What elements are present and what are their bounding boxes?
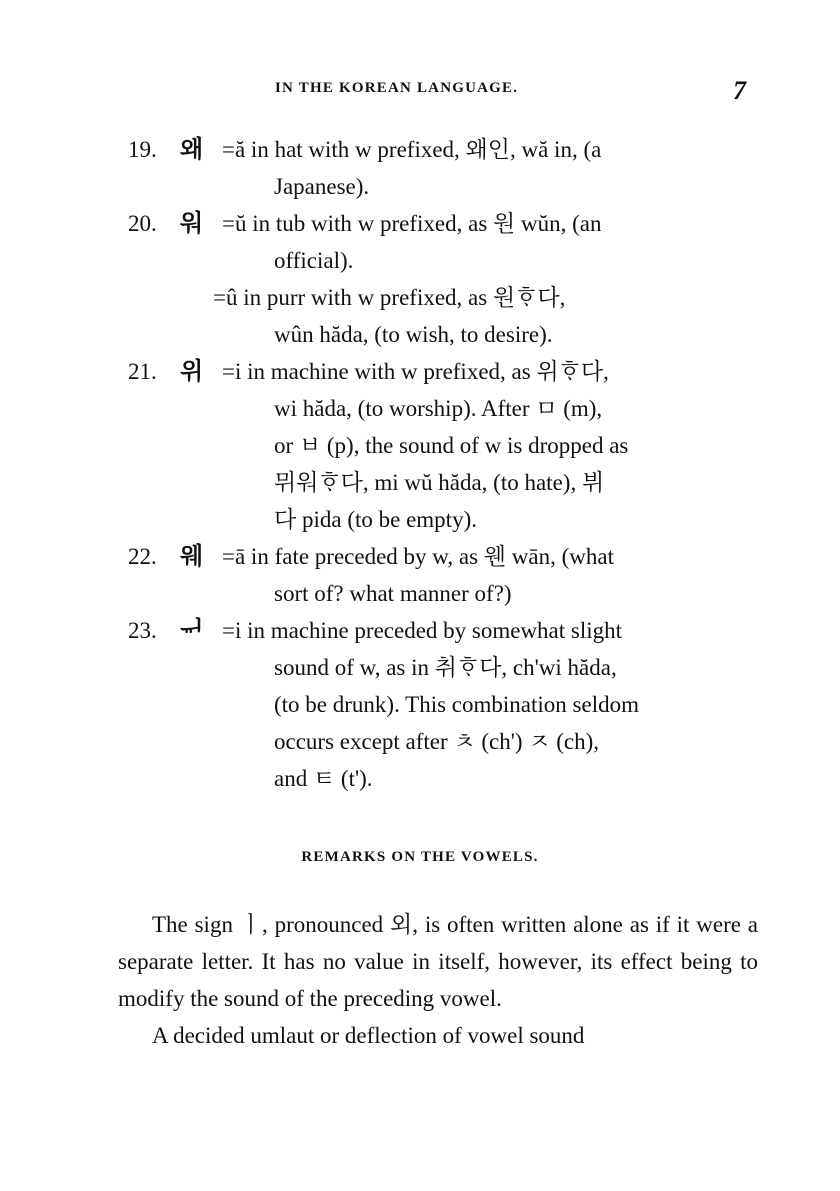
vowel-glyph: 웨 [180,542,204,570]
paragraph: The sign ㅣ, pronounced 외, is often written alone as if it were a separate letter. It has no value in itself, however, its effect being to modify the sound of the preceding vowel. [118,912,758,1011]
entry-line: =ă in hat with w prefixed, 왜인, wă in, (a [222,137,602,162]
entry-line: 다 pida (to be empty). [274,507,477,532]
vowel-glyph: 위 [180,357,204,385]
entry-line: sound of w, as in 취ᄒᆞ다, ch'wi hăda, [274,655,617,680]
entry-line: wûn hăda, (to wish, to desire). [274,322,553,347]
entry-number: 20. [128,211,157,236]
section-heading: REMARKS ON THE VOWELS. [301,849,539,865]
body-text [118,906,758,1054]
entry-line: wi hăda, (to worship). After ㅁ (m), [274,396,603,421]
entry-line: sort of? what manner of?) [274,581,512,606]
vowel-entry-19 [128,131,754,205]
entry-line: (to be drunk). This combination seldom [274,692,639,717]
entry-line: official). [274,248,354,273]
running-head: IN THE KOREAN LANGUAGE. [275,80,519,96]
vowel-glyph: ᆔ [180,616,204,644]
entry-line: =i in machine preceded by somewhat slight [222,618,623,643]
entry-line: =ā in fate preceded by w, as 웬 wān, (what [222,544,614,569]
page-number: 7 [733,76,746,105]
vowel-entry-21 [128,353,754,538]
entry-number: 22. [128,544,157,569]
entry-line: =û in purr with w prefixed, as 원ᄒᆞ다, [213,285,566,310]
vowel-glyph: 워 [180,209,204,237]
vowel-entry-23 [128,612,754,797]
vowel-entry-22 [128,538,754,612]
entry-line: =ŭ in tub with w prefixed, as 원 wŭn, (an [222,211,602,236]
entry-line: =i in machine with w prefixed, as 위ᄒᆞ다, [222,359,609,384]
vowel-entry-20-alternate [213,279,754,353]
entry-number: 23. [128,618,157,643]
entry-number: 19. [128,137,157,162]
entry-line: Japanese). [274,174,370,199]
entry-line: and ㅌ (t'). [274,766,373,791]
entry-line: occurs except after ㅊ (ch') ㅈ (ch), [274,729,600,754]
entry-number: 21. [128,359,157,384]
vowel-entry-20 [128,205,754,279]
entry-line: 뮈워ᄒᆞ다, mi wŭ hăda, (to hate), 뷔 [274,470,605,495]
vowel-glyph: 왜 [180,135,204,163]
entry-line: or ㅂ (p), the sound of w is dropped as [274,433,629,458]
paragraph: A decided umlaut or deflection of vowel sound [152,1023,585,1048]
